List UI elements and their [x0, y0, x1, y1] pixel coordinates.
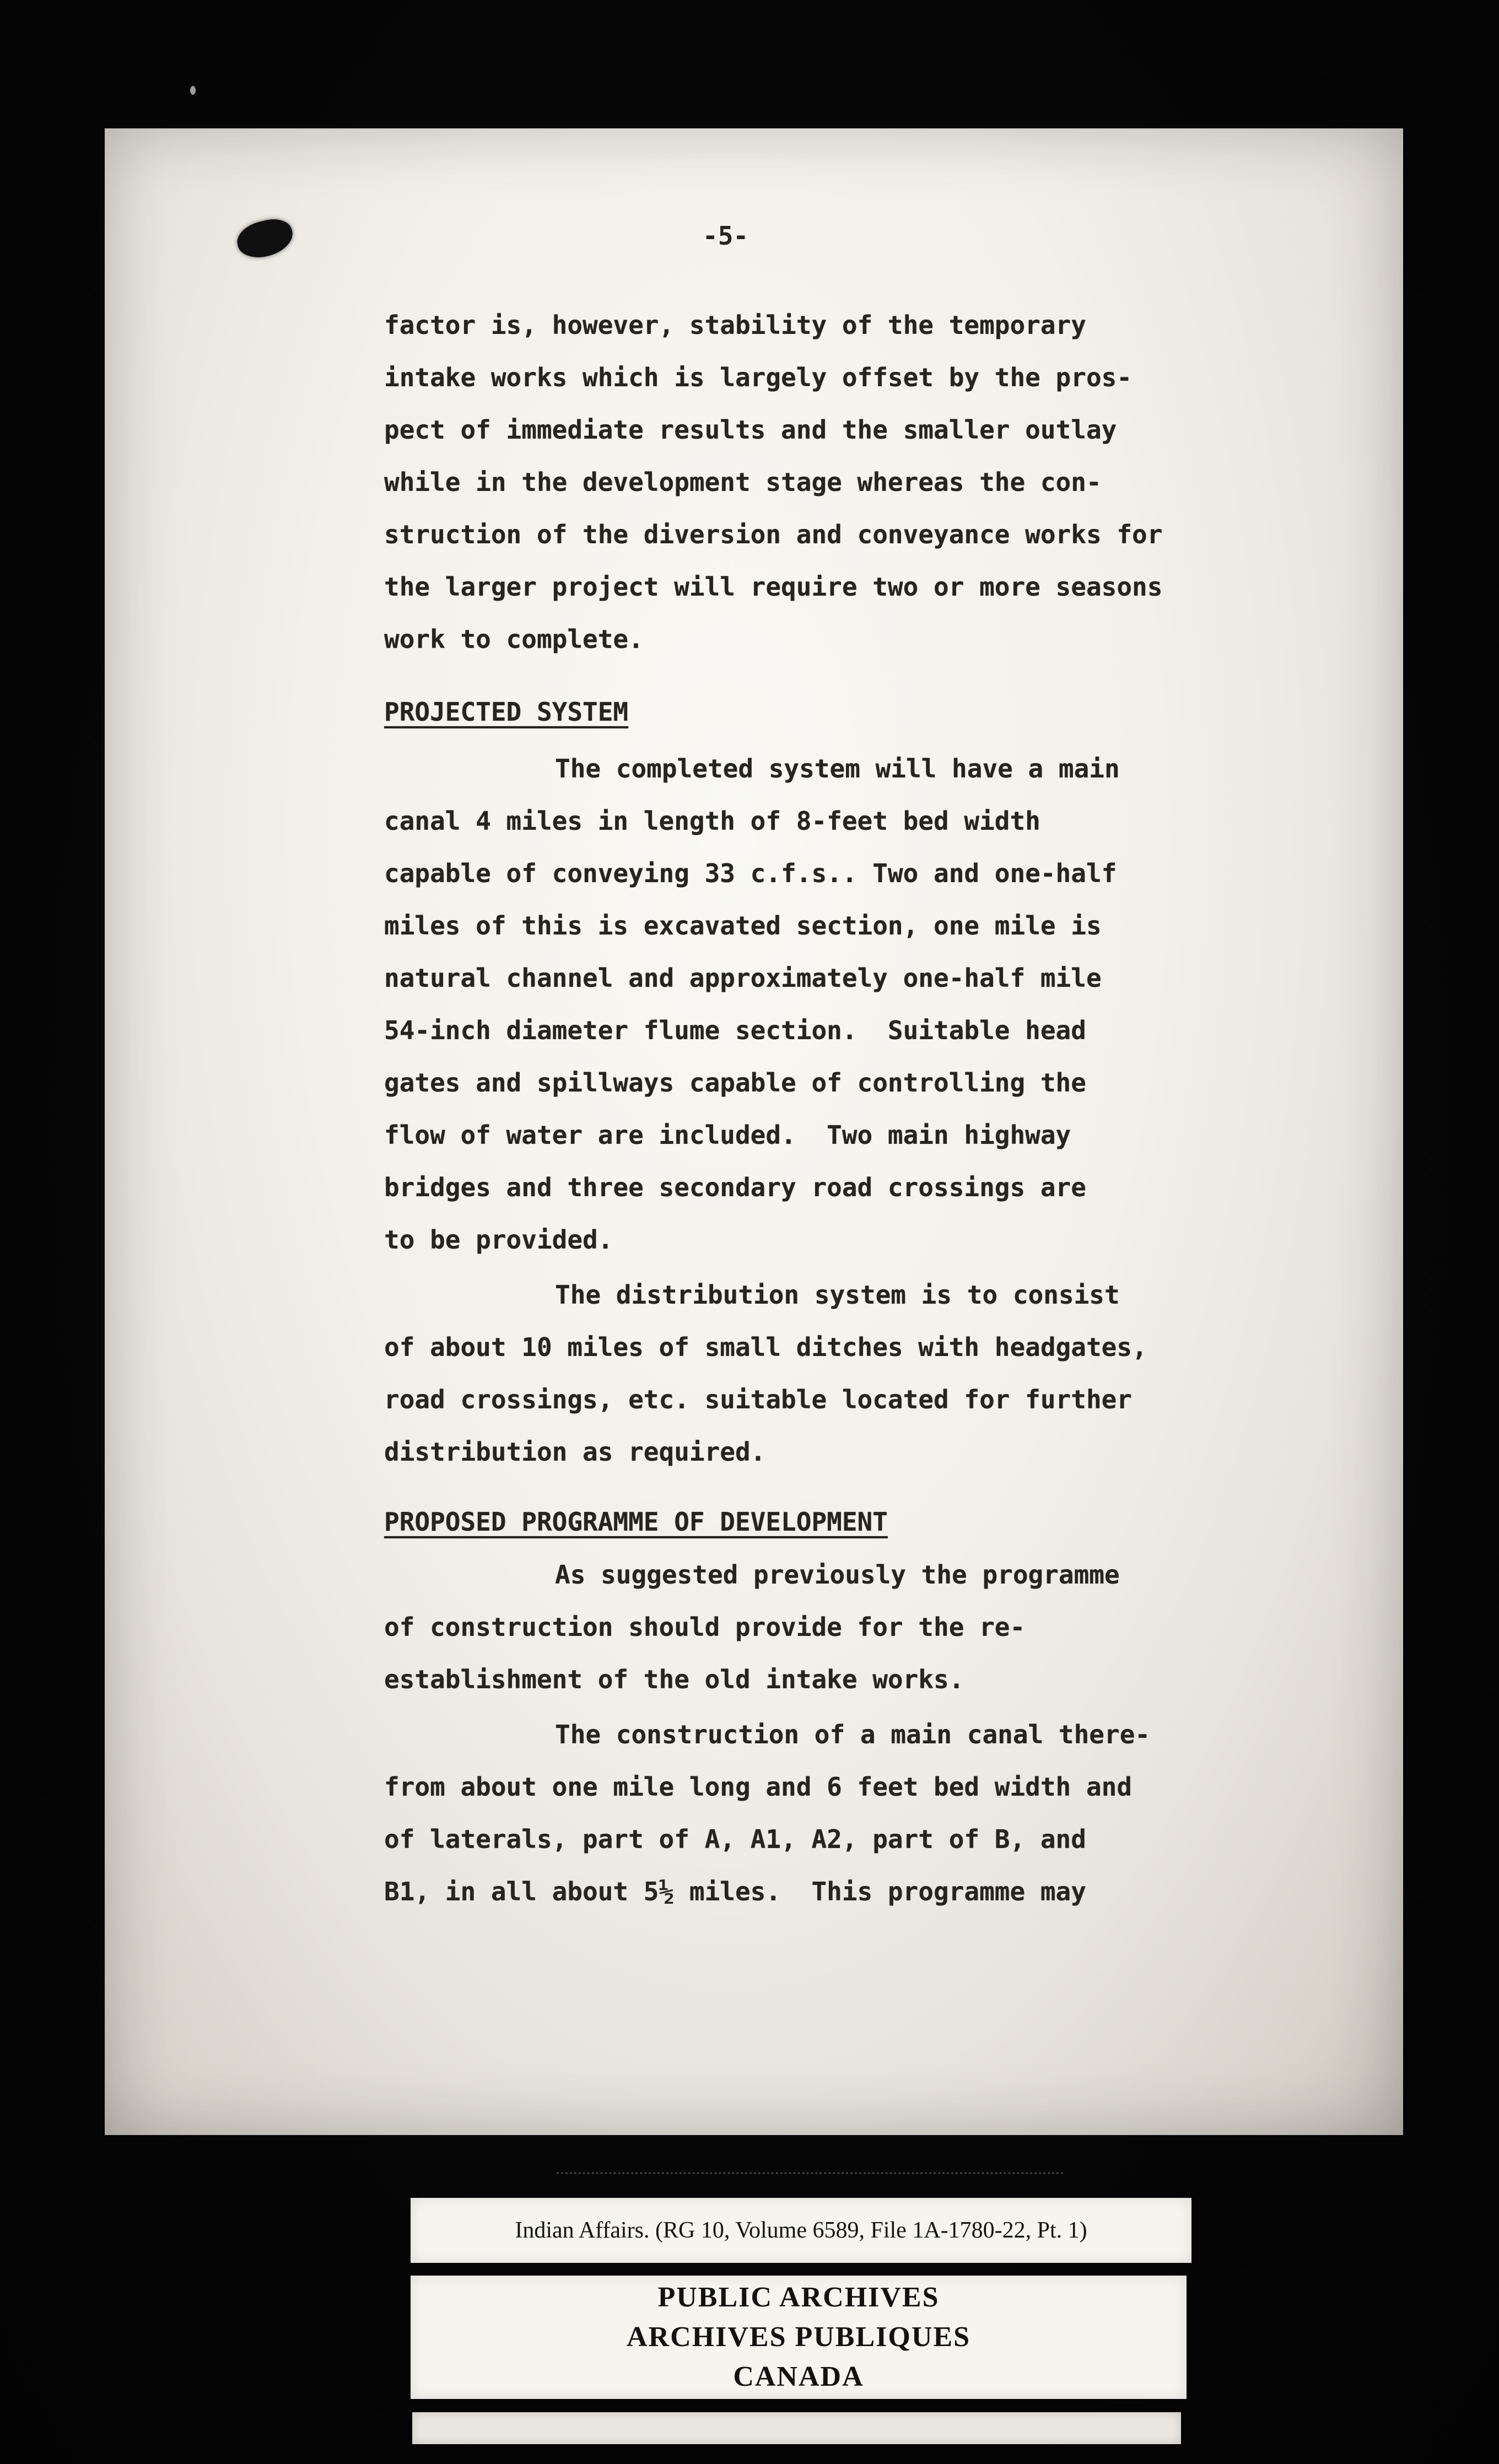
typed-line: road crossings, etc. suitable located for further: [384, 1385, 1133, 1414]
page-number: -5-: [703, 221, 749, 251]
stamp-line: CANADA: [733, 2361, 864, 2392]
typed-line: factor is, however, stability of the temporary: [384, 310, 1086, 340]
document-page: [105, 128, 1403, 2135]
archives-stamp-card: [411, 2276, 1187, 2399]
typed-line: pect of immediate results and the smaller outlay: [384, 415, 1117, 445]
citation-text: Indian Affairs. (RG 10, Volume 6589, File 1A-1780-22, Pt. 1): [515, 2218, 1087, 2243]
typed-line: The construction of a main canal there-: [555, 1720, 1151, 1749]
typed-line: capable of conveying 33 c.f.s.. Two and one-half: [384, 858, 1117, 888]
typed-line: the larger project will require two or more seasons: [384, 572, 1163, 602]
ink-blot: [234, 215, 296, 263]
typed-line: intake works which is largely offset by the pros-: [384, 363, 1133, 392]
typed-line: work to complete.: [384, 624, 644, 654]
typed-line: of about 10 miles of small ditches with headgates,: [384, 1332, 1147, 1362]
typed-line: miles of this is excavated section, one mile is: [384, 911, 1102, 941]
stamp-line: ARCHIVES PUBLIQUES: [626, 2321, 971, 2353]
typed-line: to be provided.: [384, 1225, 613, 1255]
typed-line: The completed system will have a main: [555, 754, 1120, 783]
section-heading-proposed-programme: PROPOSED PROGRAMME OF DEVELOPMENT: [384, 1507, 888, 1537]
typed-line: B1, in all about 5½ miles. This programme may: [384, 1877, 1086, 1906]
paragraph-intro: [384, 299, 1244, 666]
bottom-card-strip: [412, 2412, 1181, 2444]
typed-line: from about one mile long and 6 feet bed width and: [384, 1772, 1133, 1802]
paragraph-projected-system-2: [384, 1269, 1244, 1478]
typed-line: while in the development stage whereas the con-: [384, 467, 1102, 497]
typed-line: of construction should provide for the re-: [384, 1612, 1026, 1642]
typed-line: gates and spillways capable of controlling the: [384, 1068, 1086, 1098]
typed-line: struction of the diversion and conveyance works for: [384, 520, 1163, 549]
typed-line: The distribution system is to consist: [555, 1280, 1120, 1310]
typed-line: canal 4 miles in length of 8-feet bed width: [384, 806, 1040, 836]
scan-artifact-dots: [557, 2172, 1064, 2174]
typed-line: natural channel and approximately one-half mile: [384, 963, 1102, 993]
typed-line: establishment of the old intake works.: [384, 1665, 964, 1694]
scan-artifact: [190, 86, 196, 95]
typed-line: of laterals, part of A, A1, A2, part of B, and: [384, 1824, 1086, 1854]
typed-line: distribution as required.: [384, 1437, 766, 1467]
stamp-line: PUBLIC ARCHIVES: [657, 2282, 940, 2313]
paragraph-proposed-programme-2: [384, 1709, 1244, 1918]
section-heading-projected-system: PROJECTED SYSTEM: [384, 697, 629, 727]
typed-line: bridges and three secondary road crossings are: [384, 1172, 1086, 1202]
typed-line: As suggested previously the programme: [555, 1560, 1120, 1590]
paragraph-projected-system-1: [384, 743, 1244, 1266]
paragraph-proposed-programme-1: [384, 1549, 1244, 1706]
citation-card: [411, 2198, 1191, 2263]
typed-line: 54-inch diameter flume section. Suitable head: [384, 1015, 1086, 1045]
typed-line: flow of water are included. Two main highway: [384, 1120, 1071, 1150]
